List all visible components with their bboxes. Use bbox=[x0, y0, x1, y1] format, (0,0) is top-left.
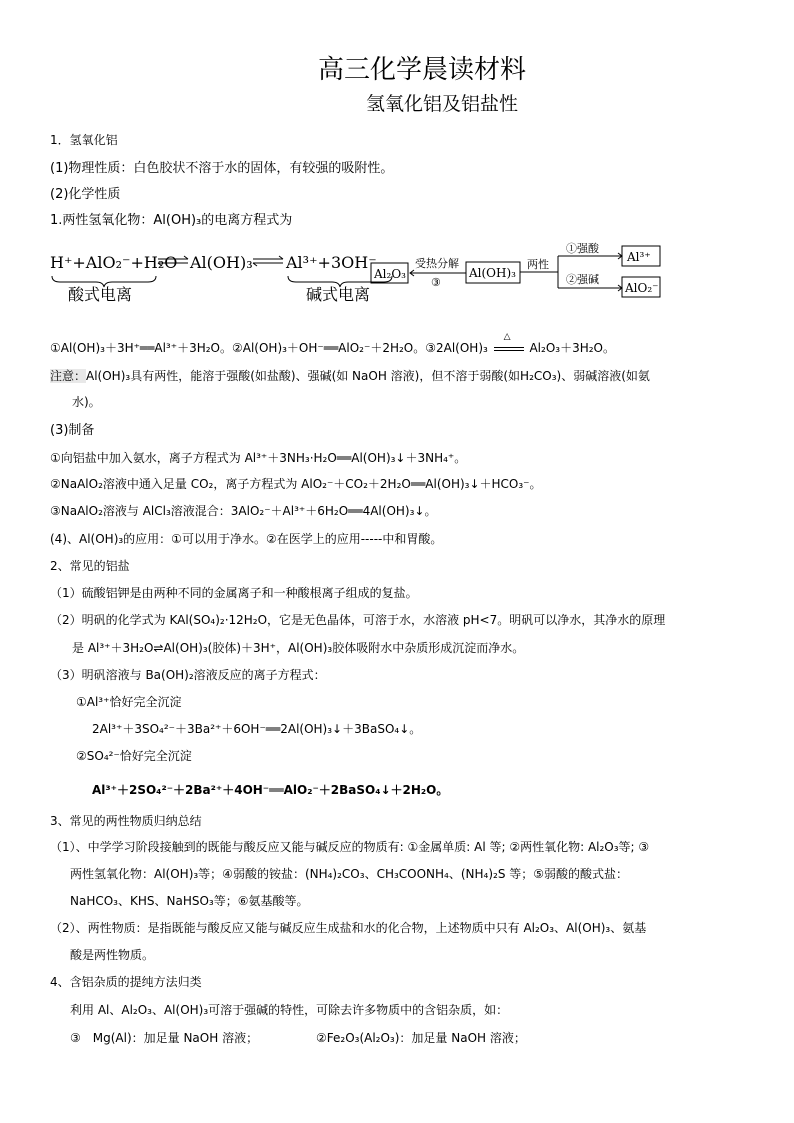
aloh3-center: Al(OH)₃ bbox=[190, 253, 253, 272]
heat-condition: △ bbox=[492, 340, 526, 357]
purification-item-1: ③ Mg(Al)：加足量 NaOH 溶液； bbox=[70, 1031, 259, 1045]
decomp-number: ③ bbox=[431, 276, 441, 289]
alum-p2b: 是 Al³⁺＋3H₂O⇌Al(OH)₃(胶体)＋3H⁺，Al(OH)₃胶体吸附水中杂质形成沉淀而净水。 bbox=[72, 641, 525, 655]
case-2: ②SO₄²⁻恰好完全沉淀 bbox=[76, 749, 192, 763]
preparation-2: ②NaAlO₂溶液中通入足量 CO₂，离子方程式为 AlO₂⁻＋CO₂＋2H₂O══Al(OH)₃↓＋HCO₃⁻。 bbox=[50, 477, 542, 491]
amphoteric-p2a: （2）、两性物质：是指既能与酸反应又能与碱反应生成盐和水的化合物，上述物质中只有 Al₂O₃、Al(OH)₃、氨基 bbox=[50, 921, 647, 935]
decomp-label: 受热分解 bbox=[415, 257, 459, 270]
alo2-label: AlO₂⁻ bbox=[625, 281, 659, 295]
note-continued: 水)。 bbox=[72, 395, 101, 409]
base-ionization-eq: Al³⁺+3OH⁻ bbox=[286, 253, 377, 272]
acid-ionization-label: 酸式电离 bbox=[68, 285, 133, 304]
purification-intro: 利用 Al、Al₂O₃、Al(OH)₃可溶于强碱的特性，可除去许多物质中的含铝杂质，如： bbox=[70, 1003, 509, 1017]
acid-ionization-eq: H⁺+AlO₂⁻+H₂O bbox=[50, 253, 178, 272]
alum-p3: （3）明矾溶液与 Ba(OH)₂溶液反应的离子方程式： bbox=[50, 668, 326, 682]
page-subtitle: 氢氧化铝及铝盐性 bbox=[366, 93, 519, 115]
section-1-heading: 1．氢氧化铝 bbox=[50, 133, 118, 147]
strong-base-label: ②强碱 bbox=[566, 273, 599, 286]
chemical-properties-heading: (2)化学性质 bbox=[50, 187, 121, 202]
amphoteric-p2b: 酸是两性物质。 bbox=[70, 948, 155, 962]
alum-p1: （1）硫酸铝钾是由两种不同的金属离子和一种酸根离子组成的复盐。 bbox=[50, 586, 418, 600]
case-2-equation: Al³⁺＋2SO₄²⁻＋2Ba²⁺＋4OH⁻══AlO₂⁻＋2BaSO₄↓＋2H₂O。 bbox=[92, 783, 449, 797]
applications: (4)、Al(OH)₃的应用：①可以用于净水。②在医学上的应用-----中和胃酸。 bbox=[50, 532, 443, 546]
purification-item-2: ②Fe₂O₃(Al₂O₃)：加足量 NaOH 溶液； bbox=[316, 1031, 526, 1045]
reaction-equations: ①Al(OH)₃＋3H⁺══Al³⁺＋3H₂O。②Al(OH)₃＋OH⁻══AlO₂⁻＋2H₂O。③2Al(OH)₃ △ Al₂O₃＋3H₂O。 bbox=[50, 332, 615, 355]
preparation-1: ①向铝盐中加入氨水，离子方程式为 Al³⁺＋3NH₃·H₂O══Al(OH)₃↓＋3NH₄⁺。 bbox=[50, 451, 467, 465]
strong-acid-label: ①强酸 bbox=[566, 242, 599, 255]
section-2-heading: 2、常见的铝盐 bbox=[50, 559, 130, 573]
amphoteric-p1b: 两性氢氧化物：Al(OH)₃等；④弱酸的铵盐：(NH₄)₂CO₃、CH₃COONH₄、(NH₄)₂S 等；⑤弱酸的酸式盐： bbox=[70, 867, 629, 881]
ionization-diagram bbox=[48, 238, 668, 308]
note-label: 注意： bbox=[50, 369, 87, 383]
note: 注意：Al(OH)₃具有两性，能溶于强酸(如盐酸)、强碱(如 NaOH 溶液)，但不溶于弱酸(如H₂CO₃)、弱碱溶液(如氨 bbox=[50, 369, 650, 383]
equilibrium-arrow-icon bbox=[253, 256, 283, 266]
al2o3-label: Al₂O₃ bbox=[374, 267, 406, 281]
base-ionization-label: 碱式电离 bbox=[306, 285, 371, 304]
case-1-equation: 2Al³⁺＋3SO₄²⁻＋3Ba²⁺＋6OH⁻══2Al(OH)₃↓＋3BaSO₄↓。 bbox=[92, 722, 422, 736]
preparation-3: ③NaAlO₂溶液与 AlCl₃溶液混合：3AlO₂⁻＋Al³⁺＋6H₂O══4Al(OH)₃↓。 bbox=[50, 504, 437, 518]
section-4-heading: 4、含铝杂质的提纯方法归类 bbox=[50, 975, 202, 989]
ionization-intro: 1.两性氢氧化物：Al(OH)₃的电离方程式为 bbox=[50, 213, 293, 228]
section-3-heading: 3、常见的两性物质归纳总结 bbox=[50, 814, 202, 828]
alum-p2a: （2）明矾的化学式为 KAl(SO₄)₂·12H₂O，它是无色晶体，可溶于水，水溶液 pH<7。明矾可以净水，其净水的原理 bbox=[50, 613, 666, 627]
amphoteric-p1a: （1）、中学学习阶段接触到的既能与酸反应又能与碱反应的物质有: ①金属单质: Al 等; ②两性氧化物: Al₂O₃等; ③ bbox=[50, 840, 650, 854]
al3-label: Al³⁺ bbox=[627, 250, 651, 264]
preparation-heading: (3)制备 bbox=[50, 423, 95, 438]
amphoteric-p1c: NaHCO₃、KHS、NaHSO₃等；⑥氨基酸等。 bbox=[70, 894, 309, 908]
page-title: 高三化学晨读材料 bbox=[318, 55, 527, 85]
amphoteric-label: 两性 bbox=[527, 258, 549, 271]
aloh3-box-label: Al(OH)₃ bbox=[469, 266, 516, 280]
physical-properties: (1)物理性质：白色胶状不溶于水的固体，有较强的吸附性。 bbox=[50, 161, 394, 176]
case-1: ①Al³⁺恰好完全沉淀 bbox=[76, 695, 182, 709]
